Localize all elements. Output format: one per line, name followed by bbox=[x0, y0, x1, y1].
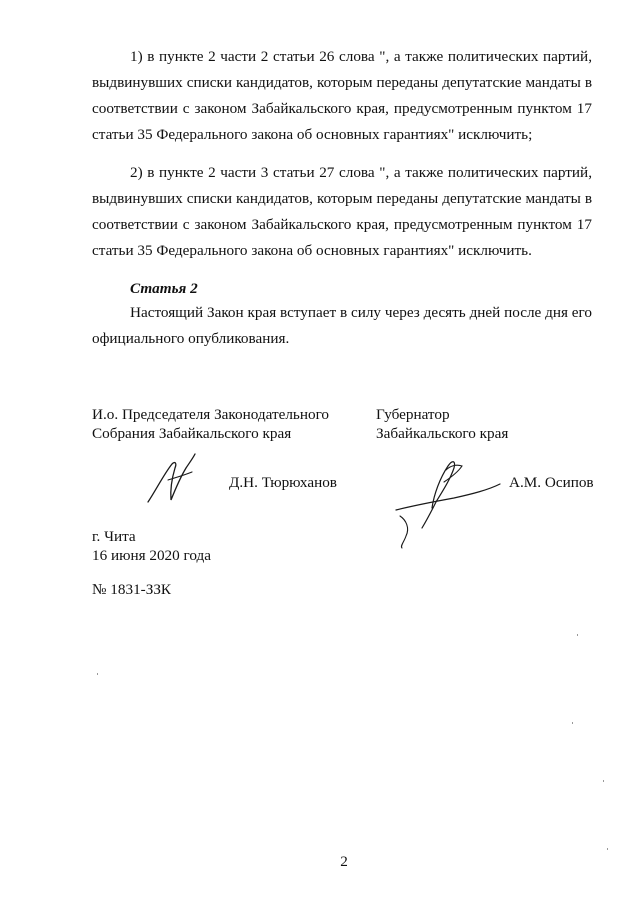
date-line: 16 июня 2020 года bbox=[92, 547, 212, 564]
left-signatory-name: Д.Н. Тюрюханов bbox=[229, 474, 337, 491]
right-signatory-name: А.М. Осипов bbox=[509, 474, 594, 491]
paragraph-item-2: 2) в пункте 2 части 3 статьи 27 слова ", а также политических партий, выдвинувших списки кандидатов, которым переданы депутатские мандаты в соответствии с законом Забайкальского края, предусмотренным пунктом 17 статьи 35 Федерального закона об основных гарантиях" исключить. bbox=[92, 164, 592, 259]
scan-speck bbox=[607, 848, 608, 850]
right-title-line-2: Забайкальского края bbox=[376, 425, 509, 442]
right-signatory-title bbox=[376, 405, 508, 443]
left-handwritten-signature bbox=[142, 450, 212, 505]
scan-speck bbox=[577, 634, 578, 636]
left-signatory-title bbox=[92, 405, 329, 443]
article-paragraph: Настоящий Закон края вступает в силу через десять дней после дня его официального опубликования. bbox=[92, 304, 592, 347]
document-number: № 1831-ЗЗК bbox=[92, 581, 172, 598]
right-handwritten-signature bbox=[392, 458, 504, 550]
page-number: 2 bbox=[340, 853, 348, 870]
paragraph-item-1: 1) в пункте 2 части 2 статьи 26 слова ", а также политических партий, выдвинувших списки кандидатов, которым переданы депутатские мандаты в соответствии с законом Забайкальского края, предусмотренным пунктом 17 статьи 35 Федерального закона об основных гарантиях" исключить; bbox=[92, 48, 592, 143]
city-line: г. Чита bbox=[92, 528, 136, 545]
right-title-line-1: Губернатор bbox=[376, 406, 450, 423]
article-heading: Статья 2 bbox=[130, 280, 198, 297]
left-title-line-2: Собрания Забайкальского края bbox=[92, 425, 292, 442]
scan-speck bbox=[572, 722, 573, 724]
left-title-line-1: И.о. Председателя Законодательного bbox=[92, 406, 330, 423]
scan-speck bbox=[603, 780, 604, 782]
scan-speck bbox=[97, 673, 98, 675]
